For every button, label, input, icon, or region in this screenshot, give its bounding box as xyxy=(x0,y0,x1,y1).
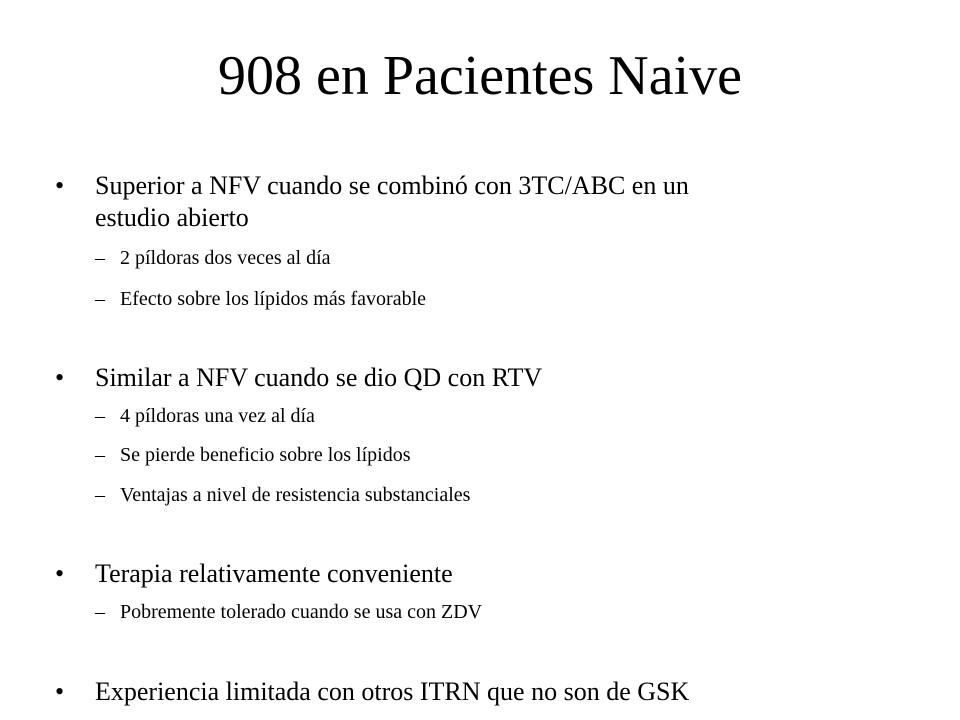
bullet-text: Experiencia limitada con otros ITRN que no son de GSK xyxy=(95,677,690,706)
slide-title: 908 en Pacientes Naive xyxy=(217,45,743,107)
sub-bullet-text: Ventajas a nivel de resistencia substanciales xyxy=(120,484,471,506)
bullet-text: Terapia relativamente conveniente xyxy=(95,559,453,588)
bullet-icon: • xyxy=(55,171,65,200)
sub-bullet-item xyxy=(95,600,483,624)
sub-bullet-text: Pobremente tolerado cuando se usa con ZDV xyxy=(120,601,483,623)
bullet-icon: • xyxy=(55,363,65,392)
bullet-item xyxy=(55,558,453,590)
bullet-text: Similar a NFV cuando se dio QD con RTV xyxy=(95,363,543,392)
bullet-icon: • xyxy=(55,559,65,588)
bullet-icon: • xyxy=(55,677,65,706)
dash-icon: – xyxy=(95,601,105,623)
sub-bullet-item xyxy=(95,483,471,507)
bullet-text: Superior a NFV cuando se combinó con 3TC/ABC en un xyxy=(95,171,689,200)
sub-bullet-item xyxy=(95,404,315,428)
dash-icon: – xyxy=(95,247,105,269)
sub-bullet-text: 2 píldoras dos veces al día xyxy=(120,247,331,269)
dash-icon: – xyxy=(95,405,105,427)
sub-bullet-text: Efecto sobre los lípidos más favorable xyxy=(120,288,427,310)
dash-icon: – xyxy=(95,288,105,310)
bullet-text-continued: estudio abierto xyxy=(95,203,249,232)
sub-bullet-item xyxy=(95,287,427,311)
bullet-item xyxy=(55,170,689,234)
sub-bullet-text: Se pierde beneficio sobre los lípidos xyxy=(120,444,411,466)
sub-bullet-text: 4 píldoras una vez al día xyxy=(120,405,315,427)
sub-bullet-item xyxy=(95,246,331,270)
bullet-item xyxy=(55,362,543,394)
dash-icon: – xyxy=(95,444,105,466)
sub-bullet-item xyxy=(95,443,411,467)
bullet-item xyxy=(55,676,690,708)
dash-icon: – xyxy=(95,484,105,506)
